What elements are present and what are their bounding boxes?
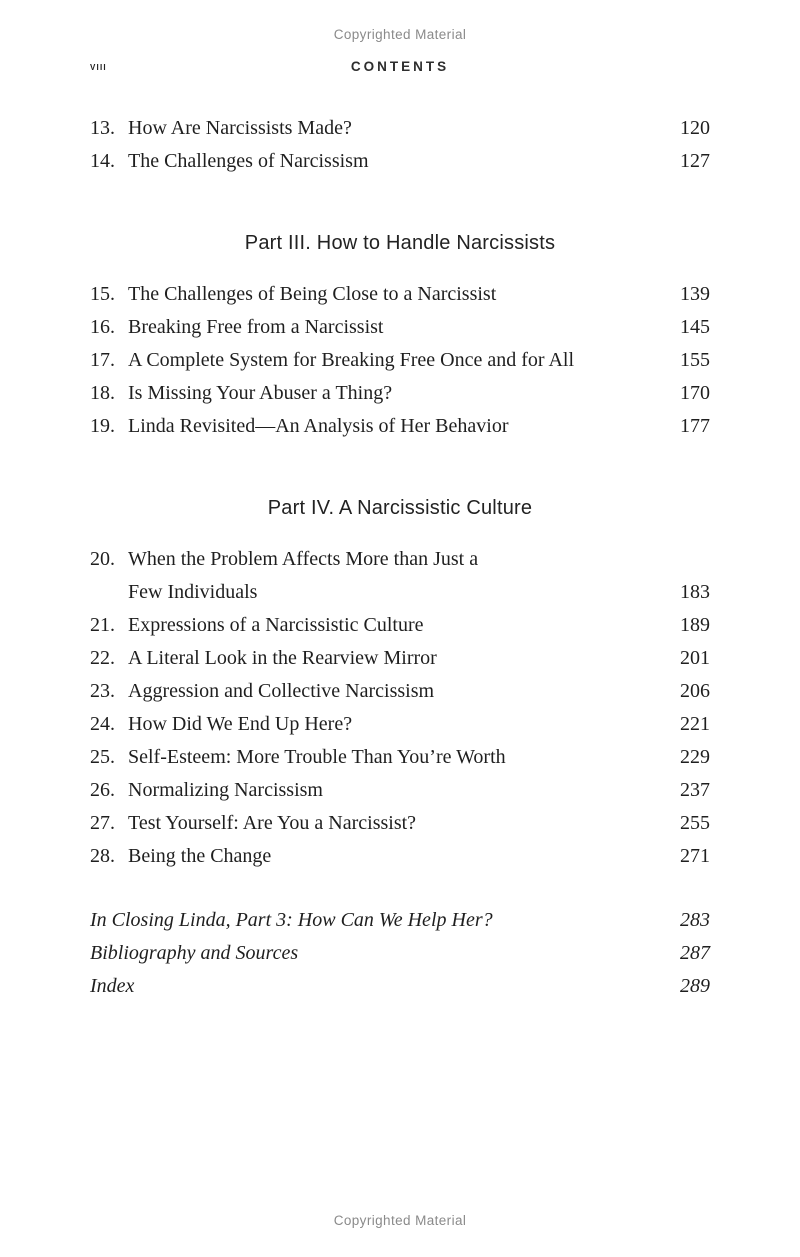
chapter-title: [128, 145, 680, 178]
chapter-title-line: The Challenges of Being Close to a Narcissist: [128, 283, 497, 305]
chapter-title: [128, 642, 680, 675]
page-number: 201: [680, 647, 710, 669]
page-number: 289: [680, 975, 710, 997]
chapter-number: 24.: [90, 713, 115, 735]
chapter-title-line: Linda Revisited—An Analysis of Her Behavior: [128, 415, 509, 437]
page-number: 139: [680, 283, 710, 305]
page-number: 271: [680, 845, 710, 867]
page-number: 206: [680, 680, 710, 702]
page-number: 237: [680, 779, 710, 801]
chapter-number: 16.: [90, 316, 115, 338]
chapter-title-line: How Did We End Up Here?: [128, 713, 353, 735]
copyright-notice-bottom: Copyrighted Material: [333, 1213, 467, 1228]
chapter-title: [128, 543, 680, 609]
toc-item: [90, 311, 710, 344]
chapter-title: [90, 937, 680, 970]
chapter-title: [128, 741, 680, 774]
chapter-number: 21.: [90, 614, 115, 636]
chapter-number: 20.: [90, 548, 115, 570]
part-heading: Part IV. A Narcissistic Culture: [267, 497, 533, 519]
toc-item: [90, 741, 710, 774]
toc-item: [90, 807, 710, 840]
chapter-number: 14.: [90, 150, 115, 172]
page-number: 287: [680, 942, 710, 964]
page-number: 177: [680, 415, 710, 437]
toc-section: [90, 904, 710, 1003]
chapter-title-line: Few Individuals: [128, 581, 258, 603]
toc-rows: [90, 904, 710, 1003]
page-number: 145: [680, 316, 710, 338]
page-number: 189: [680, 614, 710, 636]
chapter-title-line: In Closing Linda, Part 3: How Can We Help Her?: [90, 909, 493, 931]
page-number: 127: [680, 150, 710, 172]
chapter-title: [90, 970, 680, 1003]
chapter-title-line: Breaking Free from a Narcissist: [128, 316, 384, 338]
chapter-title-line: Is Missing Your Abuser a Thing?: [128, 382, 393, 404]
toc-item: [90, 840, 710, 873]
chapter-title: [128, 840, 680, 873]
toc-item: [90, 145, 710, 178]
chapter-number: 26.: [90, 779, 115, 801]
chapter-title-line: Normalizing Narcissism: [128, 779, 323, 801]
chapter-title: [128, 410, 680, 443]
chapter-title-line: A Complete System for Breaking Free Once and for All: [128, 349, 575, 371]
chapter-title: [128, 344, 680, 377]
toc-item: [90, 377, 710, 410]
contents-heading: CONTENTS: [350, 59, 450, 74]
toc-item: [90, 904, 710, 937]
toc-section: [90, 112, 710, 178]
page-number: 183: [680, 581, 710, 603]
chapter-number: 13.: [90, 117, 115, 139]
chapter-number: 22.: [90, 647, 115, 669]
toc-item: [90, 609, 710, 642]
page-number: 170: [680, 382, 710, 404]
copyright-notice-top: Copyrighted Material: [333, 27, 467, 42]
toc-item: [90, 937, 710, 970]
chapter-title-line: Self-Esteem: More Trouble Than You’re Worth: [128, 746, 506, 768]
page-number: 283: [680, 909, 710, 931]
chapter-number: 23.: [90, 680, 115, 702]
chapter-title-line: The Challenges of Narcissism: [128, 150, 369, 172]
chapter-title-line: Expressions of a Narcissistic Culture: [128, 614, 424, 636]
chapter-title-line: Aggression and Collective Narcissism: [128, 680, 435, 702]
page-number: 155: [680, 349, 710, 371]
toc-rows: [90, 543, 710, 873]
chapter-title: [128, 774, 680, 807]
chapter-number: 17.: [90, 349, 115, 371]
chapter-title: [128, 807, 680, 840]
toc-item: [90, 344, 710, 377]
chapter-number: 25.: [90, 746, 115, 768]
table-of-contents: [90, 112, 710, 1003]
page-number: 255: [680, 812, 710, 834]
toc-item: [90, 675, 710, 708]
chapter-number: 19.: [90, 415, 115, 437]
chapter-title-line: A Literal Look in the Rearview Mirror: [128, 647, 437, 669]
chapter-title: [128, 675, 680, 708]
toc-item: [90, 278, 710, 311]
chapter-number: 18.: [90, 382, 115, 404]
chapter-title: [90, 904, 680, 937]
chapter-title: [128, 278, 680, 311]
page-number: 229: [680, 746, 710, 768]
toc-item: [90, 543, 710, 609]
folio-page-number: viii: [90, 59, 107, 73]
chapter-title-line: Bibliography and Sources: [90, 942, 299, 964]
toc-item: [90, 410, 710, 443]
page-number: 221: [680, 713, 710, 735]
chapter-title: [128, 377, 680, 410]
chapter-title-line: Index: [90, 975, 135, 997]
chapter-title: [128, 112, 680, 145]
toc-item: [90, 708, 710, 741]
chapter-title-line: Test Yourself: Are You a Narcissist?: [128, 812, 417, 834]
chapter-title: [128, 609, 680, 642]
chapter-title: [128, 311, 680, 344]
toc-section: [90, 492, 710, 873]
chapter-number: 15.: [90, 283, 115, 305]
chapter-title-line: How Are Narcissists Made?: [128, 117, 352, 139]
chapter-title-line: Being the Change: [128, 845, 272, 867]
chapter-title: [128, 708, 680, 741]
part-heading: Part III. How to Handle Narcissists: [244, 232, 556, 254]
chapter-number: 27.: [90, 812, 115, 834]
toc-rows: [90, 278, 710, 443]
toc-item: [90, 970, 710, 1003]
chapter-title-line: When the Problem Affects More than Just a: [128, 548, 479, 570]
toc-rows: [90, 112, 710, 178]
toc-section: [90, 227, 710, 443]
toc-item: [90, 774, 710, 807]
page-number: 120: [680, 117, 710, 139]
chapter-number: 28.: [90, 845, 115, 867]
toc-item: [90, 642, 710, 675]
toc-item: [90, 112, 710, 145]
